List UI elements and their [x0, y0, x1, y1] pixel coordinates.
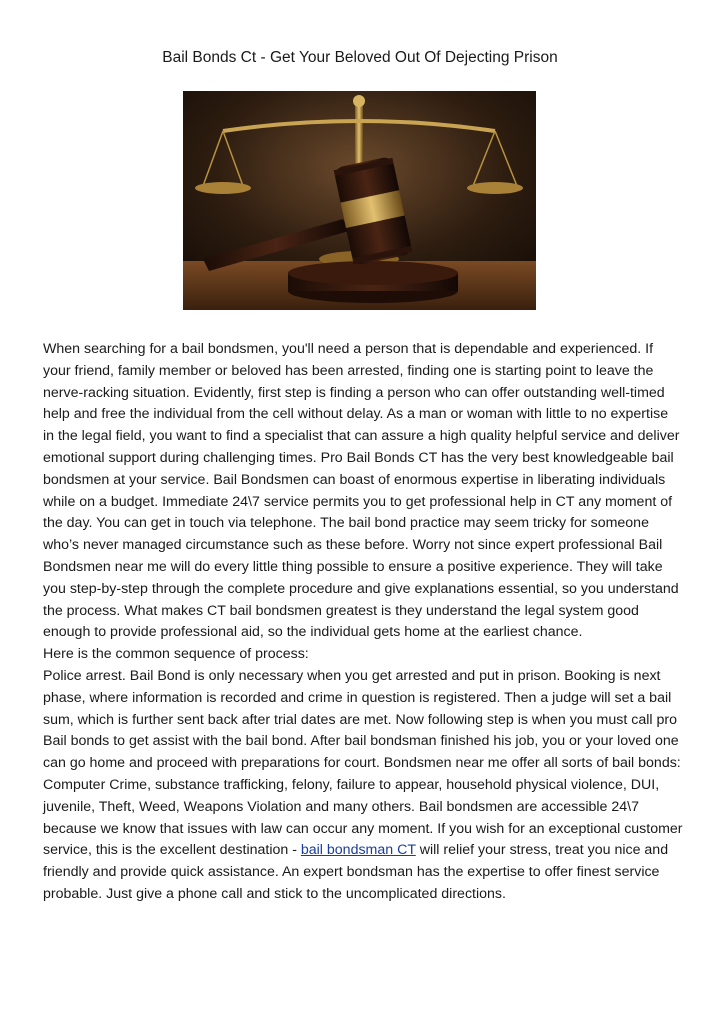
paragraph-sequence-heading: Here is the common sequence of process:: [43, 646, 309, 663]
paragraph-process: [43, 666, 683, 906]
paragraph-process-text-before: Police arrest. Bail Bond is only necessary when you get arrested and put in prison. Booking is next phase, where information is recorded and crime in question is registered. Then a judge will set a bail sum, which is further sent back after trial dates are met. Now following step is when you must call pro Bail bonds to get assist with the bail bond. After bail bondsman finished his job, you or your loved one can go home and proceed with preparations for court. Bondsmen near me offer all sorts of bail bonds: Computer Crime, substance trafficking, felony, failure to appear, household physical violence, DUI, juvenile, Theft, Weed, Weapons Violation and many others. Bail bondsmen are accessible 24\7 because we know that issues with law can occur any moment. If you wish for an exceptional customer service, this is the excellent destination -: [43, 667, 683, 859]
article-body: [43, 339, 683, 906]
gavel-and-scales-image: [183, 91, 536, 310]
page-title: Bail Bonds Ct - Get Your Beloved Out Of Dejecting Prison: [162, 49, 558, 66]
paragraph-intro: When searching for a bail bondsmen, you'll need a person that is dependable and experienced. If your friend, family member or beloved has been arrested, finding one is starting point to leave the nerve-racking situation. Evidently, first step is finding a person who can offer outstanding well-timed help and free the individual from the cell without delay. As a man or woman with little to no expertise in the legal field, you want to find a specialist that can assure a high quality helpful service and deliver emotional support during challenging times. Pro Bail Bonds CT has the very best knowledgeable bail bondsmen at your service. Bail Bondsmen can boast of enormous expertise in liberating individuals while on a budget. Immediate 24\7 service permits you to get professional help in CT any moment of the day. You can get in touch via telephone. The bail bond practice may seem tricky for someone who’s never managed circumstance such as these before. Worry not since expert professional Bail Bondsmen near me will do every little thing possible to ensure a positive experience. They will take you step-by-step through the complete procedure and give explanations essential, so you understand the process. What makes CT bail bondsmen greatest is they understand the legal system good enough to provide professional aid, so the individual gets home at the earliest chance.: [43, 341, 680, 641]
paragraph-process-text-after: will relief your stress, treat you nice and friendly and provide quick assistance. An expert bondsman has the expertise to offer finest service probable. Just give a phone call and stick to the uncomplicated directions.: [43, 842, 669, 902]
gavel-scales-illustration: [183, 91, 536, 310]
bail-bondsman-ct-link[interactable]: bail bondsman CT: [300, 842, 416, 859]
